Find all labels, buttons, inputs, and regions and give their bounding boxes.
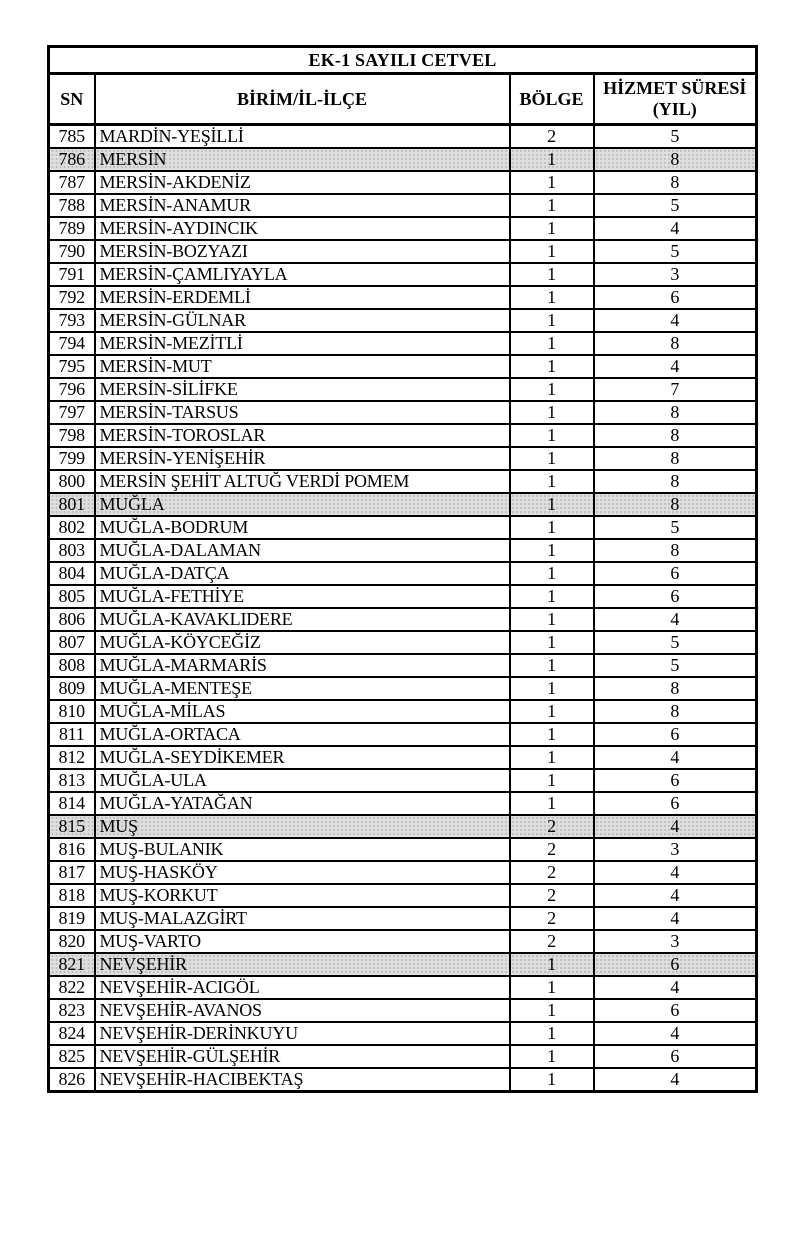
table-row: [49, 286, 757, 309]
table-title-row: [49, 47, 757, 74]
table-row: [49, 930, 757, 953]
cell-unit: MERSİN-AKDENİZ: [95, 171, 510, 194]
cell-region: 1: [510, 1022, 594, 1045]
table-row: [49, 194, 757, 217]
cell-years: 3: [594, 930, 757, 953]
cell-sn: 796: [49, 378, 95, 401]
table-row: [49, 1022, 757, 1045]
cell-years: 8: [594, 148, 757, 171]
cell-sn: 791: [49, 263, 95, 286]
cell-region: 1: [510, 240, 594, 263]
cell-region: 1: [510, 562, 594, 585]
table-row: [49, 861, 757, 884]
table-row: [49, 608, 757, 631]
cell-years: 6: [594, 953, 757, 976]
table-row: [49, 332, 757, 355]
cell-unit: MUĞLA: [95, 493, 510, 516]
cell-sn: 786: [49, 148, 95, 171]
cell-years: 4: [594, 907, 757, 930]
cell-region: 1: [510, 194, 594, 217]
cell-unit: NEVŞEHİR-DERİNKUYU: [95, 1022, 510, 1045]
table-row: [49, 424, 757, 447]
cell-years: 4: [594, 861, 757, 884]
cell-region: 1: [510, 401, 594, 424]
cell-region: 1: [510, 355, 594, 378]
cell-unit: MERSİN: [95, 148, 510, 171]
cell-years: 5: [594, 194, 757, 217]
cell-sn: 801: [49, 493, 95, 516]
cell-unit: MUŞ-VARTO: [95, 930, 510, 953]
cell-region: 1: [510, 999, 594, 1022]
cell-years: 4: [594, 976, 757, 999]
cell-unit: MUĞLA-DATÇA: [95, 562, 510, 585]
table-row: [49, 792, 757, 815]
cell-sn: 825: [49, 1045, 95, 1068]
cell-unit: MERSİN-BOZYAZI: [95, 240, 510, 263]
cell-sn: 794: [49, 332, 95, 355]
header-unit: BİRİM/İL-İLÇE: [95, 74, 510, 125]
table-row: [49, 470, 757, 493]
cell-years: 4: [594, 1068, 757, 1092]
cell-years: 6: [594, 585, 757, 608]
cell-sn: 814: [49, 792, 95, 815]
cell-sn: 816: [49, 838, 95, 861]
cell-sn: 820: [49, 930, 95, 953]
cell-region: 1: [510, 286, 594, 309]
ek1-service-table: [47, 45, 758, 1093]
cell-sn: 812: [49, 746, 95, 769]
cell-unit: MUĞLA-MİLAS: [95, 700, 510, 723]
cell-unit: MERSİN-ÇAMLIYAYLA: [95, 263, 510, 286]
cell-years: 4: [594, 884, 757, 907]
cell-region: 1: [510, 263, 594, 286]
cell-sn: 792: [49, 286, 95, 309]
cell-years: 3: [594, 838, 757, 861]
table-row: [49, 746, 757, 769]
cell-sn: 809: [49, 677, 95, 700]
table-row: [49, 585, 757, 608]
cell-sn: 810: [49, 700, 95, 723]
cell-years: 3: [594, 263, 757, 286]
cell-years: 5: [594, 516, 757, 539]
cell-years: 5: [594, 240, 757, 263]
cell-region: 2: [510, 838, 594, 861]
header-region: BÖLGE: [510, 74, 594, 125]
cell-unit: MUĞLA-SEYDİKEMER: [95, 746, 510, 769]
cell-region: 1: [510, 654, 594, 677]
cell-region: 1: [510, 309, 594, 332]
cell-region: 1: [510, 746, 594, 769]
cell-years: 6: [594, 723, 757, 746]
table-row: [49, 999, 757, 1022]
table-row: [49, 976, 757, 999]
cell-region: 1: [510, 769, 594, 792]
table-row: [49, 401, 757, 424]
cell-years: 8: [594, 700, 757, 723]
cell-region: 1: [510, 631, 594, 654]
cell-years: 8: [594, 447, 757, 470]
table-row: [49, 240, 757, 263]
cell-sn: 805: [49, 585, 95, 608]
cell-unit: NEVŞEHİR-GÜLŞEHİR: [95, 1045, 510, 1068]
cell-years: 6: [594, 562, 757, 585]
header-sn: SN: [49, 74, 95, 125]
cell-sn: 818: [49, 884, 95, 907]
cell-unit: MUĞLA-ULA: [95, 769, 510, 792]
cell-years: 8: [594, 424, 757, 447]
cell-sn: 811: [49, 723, 95, 746]
cell-sn: 804: [49, 562, 95, 585]
table-row: [49, 148, 757, 171]
table-row: [49, 884, 757, 907]
cell-region: 1: [510, 700, 594, 723]
cell-region: 1: [510, 792, 594, 815]
cell-sn: 787: [49, 171, 95, 194]
cell-unit: MUĞLA-BODRUM: [95, 516, 510, 539]
cell-region: 1: [510, 217, 594, 240]
table-row: [49, 125, 757, 149]
table-row: [49, 723, 757, 746]
cell-unit: MUŞ-BULANIK: [95, 838, 510, 861]
cell-unit: MERSİN-YENİŞEHİR: [95, 447, 510, 470]
cell-unit: MUŞ-MALAZGİRT: [95, 907, 510, 930]
table-header-row: [49, 74, 757, 125]
cell-region: 1: [510, 608, 594, 631]
cell-years: 4: [594, 309, 757, 332]
cell-region: 1: [510, 378, 594, 401]
cell-years: 6: [594, 999, 757, 1022]
header-service-line1: HİZMET SÜRESİ: [603, 78, 747, 99]
cell-unit: NEVŞEHİR-ACIGÖL: [95, 976, 510, 999]
cell-years: 4: [594, 217, 757, 240]
cell-region: 1: [510, 1045, 594, 1068]
cell-region: 1: [510, 470, 594, 493]
cell-sn: 808: [49, 654, 95, 677]
cell-unit: MERSİN-SİLİFKE: [95, 378, 510, 401]
cell-region: 1: [510, 976, 594, 999]
cell-years: 8: [594, 677, 757, 700]
cell-sn: 793: [49, 309, 95, 332]
cell-sn: 822: [49, 976, 95, 999]
header-service-line2: (YIL): [652, 99, 697, 119]
cell-region: 1: [510, 723, 594, 746]
table-row: [49, 907, 757, 930]
cell-region: 1: [510, 148, 594, 171]
cell-unit: MUŞ-HASKÖY: [95, 861, 510, 884]
cell-sn: 826: [49, 1068, 95, 1092]
cell-region: 1: [510, 171, 594, 194]
cell-years: 8: [594, 401, 757, 424]
table-row: [49, 378, 757, 401]
cell-years: 4: [594, 815, 757, 838]
table-row: [49, 263, 757, 286]
cell-region: 1: [510, 677, 594, 700]
cell-sn: 797: [49, 401, 95, 424]
cell-sn: 813: [49, 769, 95, 792]
cell-sn: 789: [49, 217, 95, 240]
cell-sn: 819: [49, 907, 95, 930]
cell-sn: 788: [49, 194, 95, 217]
cell-years: 4: [594, 355, 757, 378]
cell-unit: MUŞ-KORKUT: [95, 884, 510, 907]
cell-unit: MERSİN-ERDEMLİ: [95, 286, 510, 309]
cell-unit: MUĞLA-KAVAKLIDERE: [95, 608, 510, 631]
cell-unit: MERSİN ŞEHİT ALTUĞ VERDİ POMEM: [95, 470, 510, 493]
cell-sn: 799: [49, 447, 95, 470]
cell-years: 5: [594, 125, 757, 149]
table-row: [49, 838, 757, 861]
table-row: [49, 539, 757, 562]
table-row: [49, 953, 757, 976]
cell-region: 1: [510, 332, 594, 355]
table-row: [49, 493, 757, 516]
table-row: [49, 309, 757, 332]
table-row: [49, 769, 757, 792]
cell-years: 8: [594, 470, 757, 493]
cell-sn: 824: [49, 1022, 95, 1045]
cell-sn: 807: [49, 631, 95, 654]
cell-years: 6: [594, 769, 757, 792]
cell-region: 1: [510, 585, 594, 608]
cell-years: 4: [594, 1022, 757, 1045]
cell-years: 8: [594, 539, 757, 562]
cell-region: 2: [510, 125, 594, 149]
table-row: [49, 447, 757, 470]
cell-sn: 815: [49, 815, 95, 838]
cell-years: 8: [594, 493, 757, 516]
cell-sn: 803: [49, 539, 95, 562]
cell-years: 8: [594, 171, 757, 194]
cell-years: 6: [594, 792, 757, 815]
cell-years: 4: [594, 608, 757, 631]
cell-years: 6: [594, 1045, 757, 1068]
cell-sn: 817: [49, 861, 95, 884]
cell-years: 5: [594, 631, 757, 654]
cell-unit: NEVŞEHİR-AVANOS: [95, 999, 510, 1022]
cell-sn: 790: [49, 240, 95, 263]
cell-sn: 806: [49, 608, 95, 631]
table-row: [49, 1045, 757, 1068]
cell-unit: MUĞLA-FETHİYE: [95, 585, 510, 608]
header-service-duration: [594, 74, 757, 125]
cell-unit: MUĞLA-MENTEŞE: [95, 677, 510, 700]
table-row: [49, 700, 757, 723]
cell-sn: 800: [49, 470, 95, 493]
cell-unit: MARDİN-YEŞİLLİ: [95, 125, 510, 149]
table-row: [49, 631, 757, 654]
table-row: [49, 677, 757, 700]
cell-unit: MERSİN-ANAMUR: [95, 194, 510, 217]
cell-unit: MERSİN-MEZİTLİ: [95, 332, 510, 355]
table-body: [49, 125, 757, 1092]
table-row: [49, 815, 757, 838]
cell-years: 8: [594, 332, 757, 355]
cell-years: 5: [594, 654, 757, 677]
cell-sn: 785: [49, 125, 95, 149]
cell-region: 1: [510, 516, 594, 539]
cell-region: 1: [510, 447, 594, 470]
cell-sn: 802: [49, 516, 95, 539]
cell-region: 2: [510, 815, 594, 838]
cell-unit: MERSİN-TOROSLAR: [95, 424, 510, 447]
cell-unit: MERSİN-MUT: [95, 355, 510, 378]
table-row: [49, 654, 757, 677]
cell-region: 1: [510, 424, 594, 447]
cell-unit: MUĞLA-DALAMAN: [95, 539, 510, 562]
cell-unit: NEVŞEHİR-HACIBEKTAŞ: [95, 1068, 510, 1092]
cell-years: 4: [594, 746, 757, 769]
cell-unit: MUĞLA-KÖYCEĞİZ: [95, 631, 510, 654]
cell-sn: 823: [49, 999, 95, 1022]
cell-region: 2: [510, 930, 594, 953]
cell-region: 1: [510, 539, 594, 562]
table-title: EK-1 SAYILI CETVEL: [49, 47, 757, 74]
cell-sn: 795: [49, 355, 95, 378]
table-row: [49, 1068, 757, 1092]
table-row: [49, 355, 757, 378]
cell-sn: 821: [49, 953, 95, 976]
cell-years: 7: [594, 378, 757, 401]
table-row: [49, 217, 757, 240]
table-row: [49, 516, 757, 539]
cell-unit: NEVŞEHİR: [95, 953, 510, 976]
cell-unit: MERSİN-TARSUS: [95, 401, 510, 424]
cell-region: 2: [510, 861, 594, 884]
cell-region: 2: [510, 884, 594, 907]
cell-region: 1: [510, 1068, 594, 1092]
cell-region: 2: [510, 907, 594, 930]
cell-years: 6: [594, 286, 757, 309]
table-row: [49, 171, 757, 194]
cell-unit: MUĞLA-MARMARİS: [95, 654, 510, 677]
cell-unit: MERSİN-GÜLNAR: [95, 309, 510, 332]
cell-unit: MUŞ: [95, 815, 510, 838]
table-row: [49, 562, 757, 585]
cell-region: 1: [510, 493, 594, 516]
cell-region: 1: [510, 953, 594, 976]
cell-unit: MUĞLA-YATAĞAN: [95, 792, 510, 815]
cell-sn: 798: [49, 424, 95, 447]
cell-unit: MERSİN-AYDINCIK: [95, 217, 510, 240]
cell-unit: MUĞLA-ORTACA: [95, 723, 510, 746]
